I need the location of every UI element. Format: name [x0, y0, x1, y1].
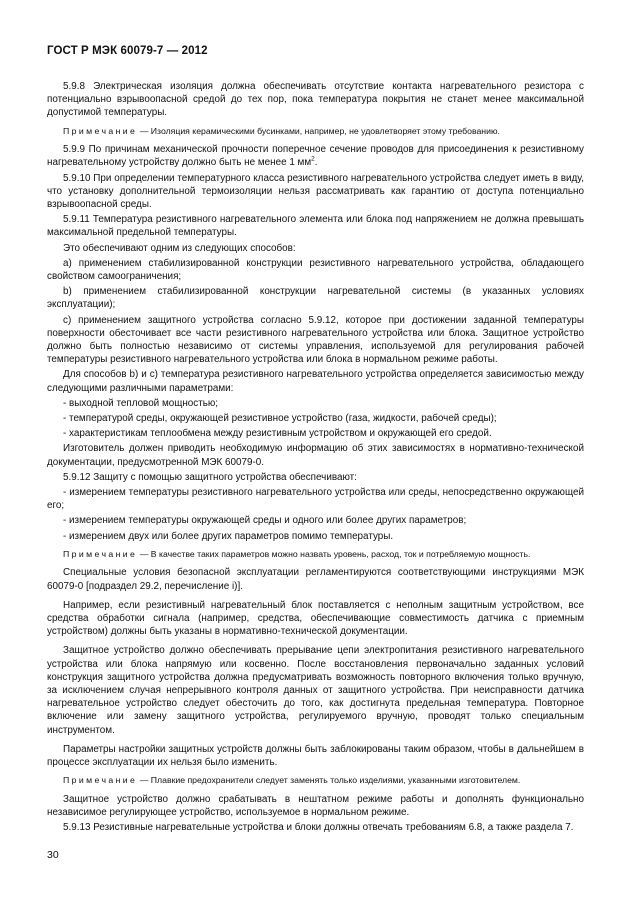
paragraph-5-9-11: 5.9.11 Температура резистивного нагревательного элемента или блока под напряжением не должна превышать максимальной предельной температуры. — [47, 214, 584, 239]
paragraph: Параметры настройки защитных устройств должны быть заблокированы таким образом, чтобы в дальнейшем в процессе эксплуатации их нельзя было изменить. — [47, 743, 584, 768]
dash-item: - измерением двух или более других параметров помимо температуры. — [63, 530, 394, 542]
superscript: 2 — [311, 156, 315, 164]
note-text: — Плавкие предохранители следует заменять только изделиями, указанными изготовителем. — [137, 775, 521, 786]
paragraph-5-9-12: 5.9.12 Защиту с помощью защитного устройства обеспечивают: — [63, 471, 357, 483]
dash-item: - характеристикам теплообмена между резистивным устройством и окружающей его средой. — [63, 428, 492, 440]
document-header: ГОСТ Р МЭК 60079-7 — 2012 — [47, 45, 208, 57]
document-body — [47, 80, 584, 836]
dash-item: - выходной тепловой мощностью; — [63, 397, 219, 409]
paragraph: Защитное устройство должно обеспечивать прерывание цепи электропитания резистивного нагревательного устройства или блока напрямую или косвенно. После восстановления первоначально заданных условий конструкция защитного устройства должна предусматривать возможность повторного включения только вручную, за исключением случая непрерывного контроля данных от защитного устройства. При неисправности датчика нагревательное устройство следует обесточить до того, как достигнута предельная температура. Повторное включение или замену защитного устройства, регулируемого вручную, проводят только специальным инструментом. — [47, 645, 584, 736]
note-label: Примечание — [63, 125, 138, 136]
dash-item: - измерением температуры окружающей среды и одного или более других параметров; — [63, 515, 467, 527]
note — [47, 126, 584, 138]
note — [47, 549, 584, 561]
paragraph: Например, если резистивный нагревательный блок поставляется с неполным защитным устройством, все средства обработки сигнала (например, средства, обеспечивающие совместимость датчика с приемным устройством) должны быть указаны в нормативно-технической документации. — [47, 599, 584, 638]
note-text: — Изоляция керамическими бусинками, например, не удовлетворяет этому требованию. — [137, 125, 500, 136]
list-item-a: a) применением стабилизированной конструкции резистивного нагревательного устройства, обладающего свойством самоограничения; — [47, 257, 584, 282]
list-item-b: b) применением стабилизированной конструкции нагревательной системы (в указанных условиях эксплуатации); — [47, 286, 584, 311]
paragraph-end: . — [314, 157, 318, 169]
paragraph-5-9-10: 5.9.10 При определении температурного класса резистивного нагревательного устройства следует иметь в виду, что установку дополнительной термоизоляции нельзя рассматривать как гарантию от доступа потенциально взрывоопасной среды. — [47, 172, 584, 210]
paragraph: Изготовитель должен приводить необходимую информацию об этих зависимостях в нормативно-технической документации, предусмотренной МЭК 60079-0. — [47, 443, 584, 468]
paragraph-5-9-8: 5.9.8 Электрическая изоляция должна обеспечивать отсутствие контакта нагревательного резистора с потенциально взрывоопасной средой до тех пор, пока температура покрытия не станет менее максимальной допустимой температуры. — [47, 81, 584, 119]
note — [47, 775, 584, 787]
page-number: 30 — [47, 849, 59, 861]
paragraph-text: 5.9.9 По причинам механической прочности поперечное сечение проводов для присоединения к резистивному нагревательному устройству должно быть не менее 1 мм — [47, 144, 584, 169]
note-text: — В качестве таких параметров можно назвать уровень, расход, ток и потребляемую мощность. — [137, 548, 531, 559]
paragraph: Для способов b) и c) температура резистивного нагревательного устройства определяется зависимостью между следующими различными параметрами: — [47, 369, 584, 394]
note-label: Примечание — [63, 775, 138, 786]
note-label: Примечание — [63, 548, 138, 559]
paragraph-5-9-13: 5.9.13 Резистивные нагревательные устройства и блоки должны отвечать требованиям 6.8, а также раздела 7. — [63, 822, 574, 834]
dash-item: - измерением температуры резистивного нагревательного устройства или среды, непосредственно окружающей его; — [47, 486, 584, 512]
paragraph: Специальные условия безопасной эксплуатации регламентируются соответствующими инструкциями МЭК 60079-0 [подраздел 29.2, перечисление i)]. — [47, 567, 584, 592]
list-item-c: c) применением защитного устройства согласно 5.9.12, которое при достижении заданной температуры поверхности обесточивает все части резистивного нагревательного устройства или блока. Защитное устройство должно быть полностью независимо от системы управления, используемой для регулирования рабочей температуры резистивного нагревательного устройства или блока в нормальном режиме работы. — [47, 314, 584, 366]
dash-item: - температурой среды, окружающей резистивное устройство (газа, жидкости, рабочей среды); — [63, 412, 497, 424]
paragraph: Защитное устройство должно срабатывать в нештатном режиме работы и дополнять функционально независимое регулирующее устройство, используемое в нормальном режиме. — [47, 793, 584, 818]
paragraph-5-9-9 — [47, 143, 584, 169]
paragraph: Это обеспечивают одним из следующих способов: — [63, 242, 296, 254]
